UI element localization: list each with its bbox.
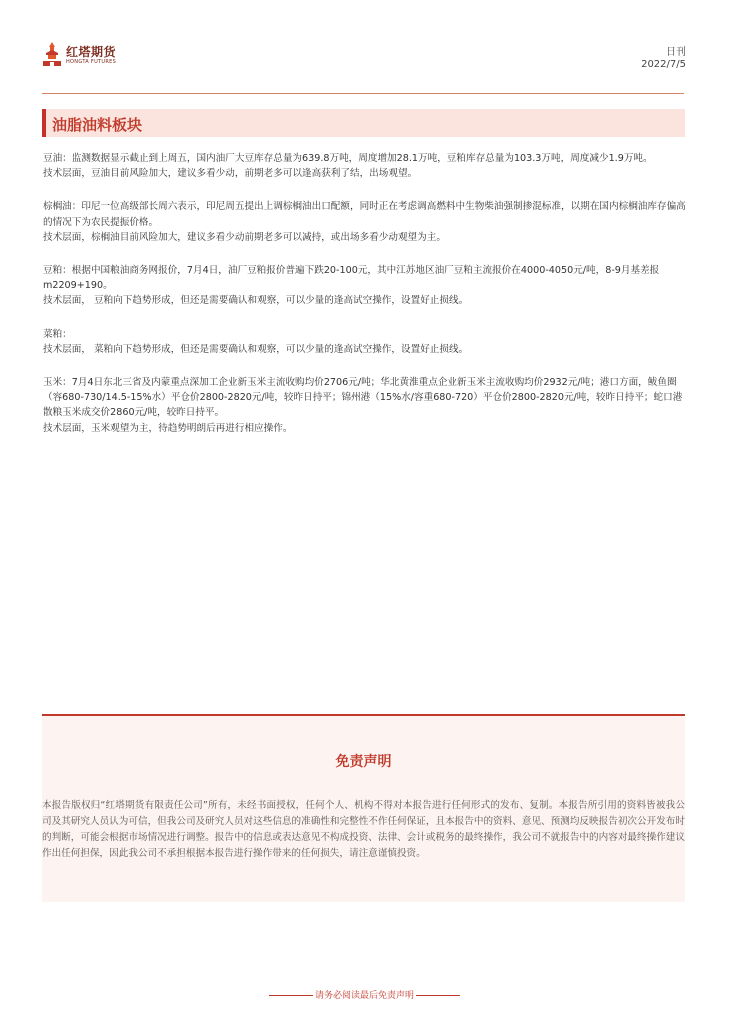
- paragraph-line: 技术层面，玉米观望为主，待趋势明朗后再进行相应操作。: [43, 422, 293, 434]
- footer-note: [0, 988, 729, 1001]
- paragraph-line: 豆油：监测数据显示截止到上周五，国内油厂大豆库存总量为639.8万吨，周度增加28.1万吨，豆粕库存总量为103.3万吨，周度减少1.9万吨。: [43, 153, 653, 164]
- disclaimer-body: 本报告版权归“红塔期货有限责任公司”所有，未经书面授权，任何个人、机构不得对本报告进行任何形式的发布、复制。本报告所引用的资料皆被我公司及其研究人员认为可信，但我公司及研究人员对这些信息的准确性和完整性不作任何保证，且本报告中的资料、意见、预测均反映报告初次公开发布时的判断，可能会根据市场情况进行调整。报告中的信息或表达意见不构成投资、法律、会计或税务的最终操作，我公司不就报告中的内容对最终操作建议作出任何担保，因此我公司不承担根据本报告进行操作带来的任何损失，请注意谨慎投资。: [42, 800, 685, 859]
- paragraph-soybean-meal: [43, 263, 688, 309]
- section-header: [42, 109, 685, 137]
- logo-name-en: HONGTA FUTURES: [66, 59, 117, 65]
- section-accent-bar: [42, 109, 46, 137]
- logo-name-cn: 红塔期货: [66, 45, 117, 59]
- disclaimer-title: 免责声明: [335, 754, 392, 770]
- footer-note-text: 请务必阅读最后免责声明: [314, 991, 414, 1001]
- paragraph-palm-oil: [43, 199, 688, 245]
- footer-dash-right: [416, 995, 460, 996]
- paragraph-line: 菜粕：: [43, 328, 72, 340]
- paragraph-corn: [43, 375, 688, 436]
- document-date: 2022/7/5: [641, 59, 686, 70]
- header-divider: [42, 93, 684, 94]
- document-type: 日刊: [666, 47, 686, 58]
- report-content: [43, 151, 688, 454]
- company-logo: [40, 40, 150, 72]
- paragraph-line: 技术层面， 豆粕向下趋势形成，但还是需要确认和观察，可以少量的逢高试空操作，设置好止损线。: [43, 295, 469, 307]
- footer-dash-left: [269, 995, 313, 996]
- paragraph-line: 玉米：7月4日东北三省及内蒙重点深加工企业新玉米主流收购均价2706元/吨；华北黄淮重点企业新玉米主流收购均价2932元/吨；港口方面，鲅鱼圈（容680-730/14.5-15%水）平仓价2800-2820元/吨，较昨日持平；锦州港（15%水/容重680-720）平仓价2800-2820元/吨，较昨日持平；蛇口港散粮玉米成交价2860元/吨，较昨日持平。: [43, 377, 683, 419]
- section-title: 油脂油料板块: [52, 116, 143, 134]
- paragraph-rapeseed-meal: [43, 327, 688, 357]
- paragraph-line: 技术层面，豆油目前风险加大，建议多看少动，前期老多可以逢高获利了结，出场观望。: [43, 168, 418, 180]
- paragraph-soybean-oil: [43, 151, 688, 181]
- paragraph-line: 豆粕：根据中国粮油商务网报价，7月4日，油厂豆粕报价普遍下跌20-100元，其中江苏地区油厂豆粕主流报价在4000-4050元/吨，8-9月基差报m2209+190。: [43, 265, 660, 292]
- paragraph-line: 技术层面， 菜粕向下趋势形成，但还是需要确认和观察，可以少量的逢高试空操作，设置好止损线。: [43, 343, 469, 355]
- paragraph-line: 棕榈油：印尼一位高级部长周六表示，印尼周五提出上调棕榈油出口配额，同时正在考虑调高燃料中生物柴油强制掺混标准，以期在国内棕榈油库存偏高的情况下为农民提振价格。: [43, 201, 686, 228]
- paragraph-line: 技术层面，棕榈油目前风险加大，建议多看少动前期老多可以减持，或出场多看少动观望为主。: [43, 231, 446, 243]
- disclaimer-section: [42, 716, 685, 902]
- tower-logo-icon: [40, 41, 64, 67]
